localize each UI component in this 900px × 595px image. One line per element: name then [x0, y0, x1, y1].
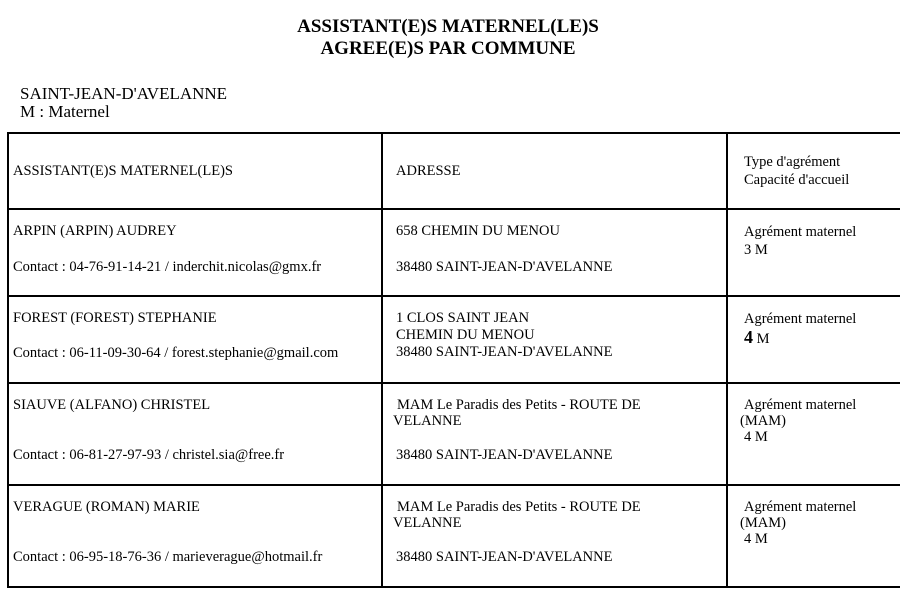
address-line: MAM Le Paradis des Petits - ROUTE DE	[397, 499, 641, 515]
agrement-type: Agrément maternel	[744, 311, 857, 327]
address-cell	[382, 209, 727, 296]
address-line: 658 CHEMIN DU MENOU	[396, 223, 560, 239]
assistant-name: FOREST (FOREST) STEPHANIE	[13, 310, 217, 326]
agrement-capacity	[744, 328, 856, 348]
table-row	[8, 209, 900, 296]
title-line-2: AGREE(E)S PAR COMMUNE	[320, 38, 576, 59]
title-line-1: ASSISTANT(E)S MATERNEL(LE)S	[297, 16, 599, 37]
assistant-contact: Contact : 04-76-91-14-21 / inderchit.nicolas@gmx.fr	[13, 259, 322, 275]
agrement-type-2: (MAM)	[740, 515, 786, 531]
address-line-cont: VELANNE	[393, 515, 462, 531]
assistant-contact: Contact : 06-81-27-97-93 / christel.sia@free.fr	[13, 447, 285, 463]
table-row	[8, 383, 900, 485]
agrement-capacity: 4 M	[744, 531, 768, 547]
commune-block	[20, 85, 227, 121]
address-city: 38480 SAINT-JEAN-D'AVELANNE	[396, 549, 613, 565]
address-cell	[382, 296, 727, 383]
assistant-cell	[8, 485, 382, 587]
capacity-unit: M	[756, 331, 770, 347]
commune-legend: M : Maternel	[20, 102, 110, 121]
assistant-cell	[8, 209, 382, 296]
address-cell	[382, 485, 727, 587]
agrement-type-2: (MAM)	[740, 413, 786, 429]
assistant-contact: Contact : 06-11-09-30-64 / forest.stephanie@gmail.com	[13, 345, 339, 361]
assistant-contact: Contact : 06-95-18-76-36 / marieverague@hotmail.fr	[13, 549, 323, 565]
assistants-table	[7, 132, 900, 588]
address-city: 38480 SAINT-JEAN-D'AVELANNE	[396, 344, 613, 360]
agrement-type: Agrément maternel	[744, 224, 857, 240]
header-assistants: ASSISTANT(E)S MATERNEL(LE)S	[8, 133, 382, 209]
header-type-capacity	[727, 133, 900, 209]
address-line: 1 CLOS SAINT JEAN	[396, 310, 530, 326]
assistant-name: SIAUVE (ALFANO) CHRISTEL	[13, 397, 211, 413]
page-title	[0, 16, 896, 60]
address-city: 38480 SAINT-JEAN-D'AVELANNE	[396, 259, 613, 275]
agrement-cell	[727, 209, 900, 296]
agrement-cell	[727, 383, 900, 485]
agrement-capacity: 4 M	[744, 429, 768, 445]
address-line-cont: VELANNE	[393, 413, 462, 429]
table-row	[8, 296, 900, 383]
table-header-row	[8, 133, 900, 209]
address-line-2: CHEMIN DU MENOU	[396, 327, 535, 343]
assistant-name: VERAGUE (ROMAN) MARIE	[13, 499, 200, 515]
agrement-cell	[727, 296, 900, 383]
assistant-cell	[8, 383, 382, 485]
agrement-type: Agrément maternel	[744, 397, 857, 413]
capacity-number: 4	[744, 327, 753, 347]
header-address: ADRESSE	[382, 133, 727, 209]
commune-name: SAINT-JEAN-D'AVELANNE	[20, 84, 228, 103]
address-city: 38480 SAINT-JEAN-D'AVELANNE	[396, 447, 613, 463]
agrement-cell	[727, 485, 900, 587]
assistant-cell	[8, 296, 382, 383]
header-type: Type d'agrément	[744, 154, 841, 170]
agrement-type: Agrément maternel	[744, 499, 857, 515]
address-cell	[382, 383, 727, 485]
table-row	[8, 485, 900, 587]
assistant-name: ARPIN (ARPIN) AUDREY	[13, 223, 177, 239]
header-capacity: Capacité d'accueil	[744, 172, 850, 188]
address-line: MAM Le Paradis des Petits - ROUTE DE	[397, 397, 641, 413]
agrement-capacity: 3 M	[744, 242, 768, 258]
